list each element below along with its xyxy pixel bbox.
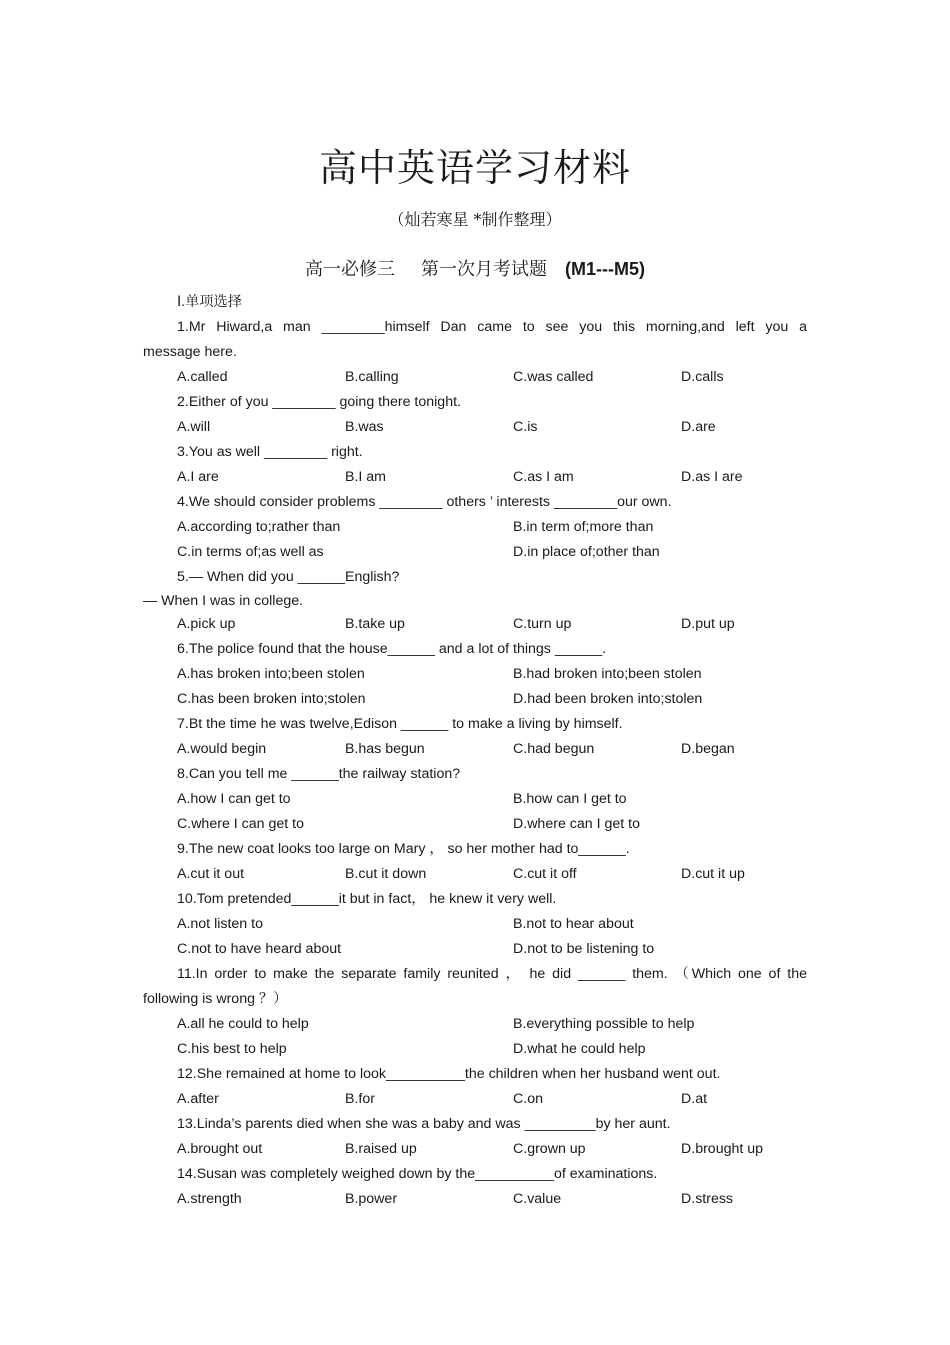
option-d[interactable]: D.put up — [681, 616, 735, 632]
option-c[interactable]: C.not to have heard about — [177, 941, 342, 957]
option-d[interactable]: D.brought up — [681, 1141, 764, 1157]
option-row — [143, 365, 807, 390]
option-b[interactable]: B.cut it down — [345, 866, 427, 882]
option-a[interactable]: A.after — [177, 1091, 219, 1107]
option-a[interactable]: A.will — [177, 419, 211, 435]
option-row — [143, 912, 807, 937]
question-stem: 9.The new coat looks too large on Mary ， so her mother had to______. — [177, 841, 630, 857]
option-b[interactable]: B.had broken into;been stolen — [513, 666, 702, 682]
option-a[interactable]: A.cut it out — [177, 866, 245, 882]
option-b[interactable]: B.not to hear about — [513, 916, 634, 932]
option-b[interactable]: B.calling — [345, 369, 399, 385]
option-a[interactable]: A.all he could to help — [177, 1016, 309, 1032]
option-d[interactable]: D.calls — [681, 369, 724, 385]
exam-title-grade: 高一必修三 — [305, 259, 395, 280]
option-d[interactable]: D.what he could help — [513, 1041, 646, 1057]
option-a[interactable]: A.I are — [177, 469, 219, 485]
option-row — [143, 1187, 807, 1212]
question-stem: 11.In order to make the separate family reunited ， he did ______ them. （Which one of the — [177, 966, 807, 982]
option-c[interactable]: C.had begun — [513, 741, 595, 757]
option-row — [143, 1037, 807, 1062]
question-stem: 7.Bt the time he was twelve,Edison ______ to make a living by himself. — [177, 716, 623, 732]
option-b[interactable]: B.everything possible to help — [513, 1016, 695, 1032]
option-row — [143, 612, 807, 637]
option-b[interactable]: B.take up — [345, 616, 405, 632]
option-row — [143, 415, 807, 440]
question-stem-continued: following is wrong ？） — [143, 991, 288, 1007]
option-c[interactable]: C.grown up — [513, 1141, 586, 1157]
option-c[interactable]: C.turn up — [513, 616, 572, 632]
option-a[interactable]: A.according to;rather than — [177, 519, 341, 535]
question-stem: 14.Susan was completely weighed down by the__________of examinations. — [177, 1166, 658, 1182]
option-c[interactable]: C.value — [513, 1191, 562, 1207]
option-c[interactable]: C.where I can get to — [177, 816, 304, 832]
question-stem: 13.Linda’s parents died when she was a baby and was _________by her aunt. — [177, 1116, 671, 1132]
option-b[interactable]: B.was — [345, 419, 384, 435]
option-row — [143, 687, 807, 712]
question-stem: 4.We should consider problems ________ others ’ interests ________our own. — [177, 494, 672, 510]
option-d[interactable]: D.are — [681, 419, 716, 435]
question-stem: 1.Mr Hiward,a man ________himself Dan came to see you this morning,and left you a — [177, 319, 807, 335]
option-row — [143, 1137, 807, 1162]
option-b[interactable]: B.in term of;more than — [513, 519, 654, 535]
option-a[interactable]: A.has broken into;been stolen — [177, 666, 365, 682]
option-b[interactable]: B.has begun — [345, 741, 425, 757]
option-row — [143, 862, 807, 887]
document-title: 高中英语学习材料 — [318, 146, 631, 190]
option-d[interactable]: D.in place of;other than — [513, 544, 660, 560]
option-a[interactable]: A.called — [177, 369, 228, 385]
option-c[interactable]: C.on — [513, 1091, 543, 1107]
option-c[interactable]: C.was called — [513, 369, 594, 385]
question-stem: 5.— When did you ______English? — [177, 569, 400, 585]
option-d[interactable]: D.where can I get to — [513, 816, 640, 832]
option-b[interactable]: B.raised up — [345, 1141, 417, 1157]
option-row — [143, 465, 807, 490]
option-row — [143, 812, 807, 837]
question-list — [143, 290, 807, 1212]
option-row — [143, 662, 807, 687]
question-stem: 2.Either of you ________ going there tonight. — [177, 394, 461, 410]
exam-title — [0, 255, 950, 281]
option-c[interactable]: C.as I am — [513, 469, 574, 485]
document-subtitle: （灿若寒星 *制作整理） — [388, 210, 562, 229]
question-stem-continued: — When I was in college. — [143, 593, 304, 609]
option-d[interactable]: D.had been broken into;stolen — [513, 691, 703, 707]
option-row — [143, 515, 807, 540]
option-c[interactable]: C.has been broken into;stolen — [177, 691, 366, 707]
section-heading: Ⅰ.单项选择 — [177, 294, 242, 310]
option-row — [143, 787, 807, 812]
question-stem: 3.You as well ________ right. — [177, 444, 363, 460]
option-c[interactable]: C.cut it off — [513, 866, 577, 882]
option-b[interactable]: B.for — [345, 1091, 375, 1107]
option-d[interactable]: D.stress — [681, 1191, 734, 1207]
option-a[interactable]: A.would begin — [177, 741, 267, 757]
option-d[interactable]: D.began — [681, 741, 735, 757]
option-row — [143, 1087, 807, 1112]
option-b[interactable]: B.power — [345, 1191, 398, 1207]
option-c[interactable]: C.is — [513, 419, 538, 435]
option-a[interactable]: A.strength — [177, 1191, 242, 1207]
option-a[interactable]: A.brought out — [177, 1141, 263, 1157]
option-a[interactable]: A.pick up — [177, 616, 236, 632]
option-d[interactable]: D.as I are — [681, 469, 743, 485]
question-stem: 8.Can you tell me ______the railway station? — [177, 766, 461, 782]
option-b[interactable]: B.I am — [345, 469, 386, 485]
option-a[interactable]: A.not listen to — [177, 916, 263, 932]
option-row — [143, 737, 807, 762]
question-stem: 12.She remained at home to look__________the children when her husband went out. — [177, 1066, 721, 1082]
option-row — [143, 540, 807, 565]
option-c[interactable]: C.in terms of;as well as — [177, 544, 324, 560]
option-d[interactable]: D.at — [681, 1091, 708, 1107]
exam-title-code: (M1---M5) — [565, 259, 645, 279]
question-stem: 6.The police found that the house______ and a lot of things ______. — [177, 641, 607, 657]
option-d[interactable]: D.not to be listening to — [513, 941, 655, 957]
question-stem-continued: message here. — [143, 344, 237, 360]
option-row — [143, 937, 807, 962]
question-stem: 10.Tom pretended______it but in fact， he knew it very well. — [177, 891, 557, 907]
option-d[interactable]: D.cut it up — [681, 866, 745, 882]
option-a[interactable]: A.how I can get to — [177, 791, 291, 807]
option-row — [143, 1012, 807, 1037]
option-b[interactable]: B.how can I get to — [513, 791, 627, 807]
option-c[interactable]: C.his best to help — [177, 1041, 287, 1057]
exam-title-name: 第一次月考试题 — [421, 259, 547, 280]
